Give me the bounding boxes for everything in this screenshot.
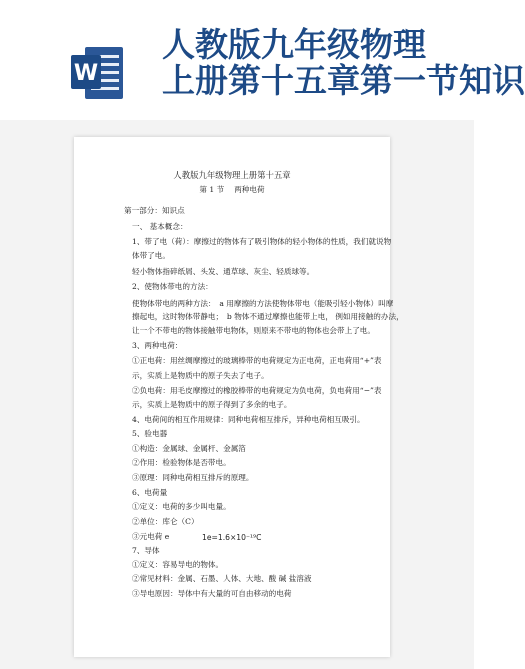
doc-line: 一、 基本概念： [132, 222, 188, 231]
doc-line: ①定义：电荷的多少叫电量。 [132, 502, 231, 511]
doc-line: 7、导体 [132, 546, 160, 555]
doc-line: 示，实质上是物质中的原子得到了多余的电子。 [132, 400, 292, 409]
doc-line: 1、带了电（荷）：摩擦过的物体有了吸引物体的轻小物体的性质，我们就说物 [132, 237, 392, 246]
doc-line: ①构造：金属球、金属杆、金属箔 [132, 444, 246, 453]
doc-line: 6、电荷量 [132, 488, 168, 497]
banner-title-line1: 人教版九年级物理 [162, 25, 426, 64]
doc-subtitle: 第 1 节 两种电荷 [199, 185, 265, 194]
doc-line: 2、使物体带电的方法： [132, 282, 213, 291]
elementary-charge-formula: 1e=1.6×10⁻¹⁹C [202, 533, 262, 542]
doc-line: 4、电荷间的相互作用规律：同种电荷相互排斥，异种电荷相互吸引。 [132, 415, 365, 424]
svg-text:W: W [73, 61, 99, 86]
doc-line: ③元电荷 e [132, 532, 170, 541]
doc-line: 使物体带电的两种方法： a 用摩擦的方法使物体带电（能吸引轻小物体）叫摩 [132, 299, 394, 308]
doc-line: ②单位：库仑（C） [132, 517, 199, 526]
word-document-icon [69, 43, 125, 103]
doc-line: ①正电荷：用丝绸摩擦过的玻璃棒带的电荷规定为正电荷，正电荷用“+”表 [132, 356, 382, 365]
doc-line: 轻小物体指碎纸屑、头发、通草球、灰尘、轻质球等。 [132, 267, 315, 276]
doc-line: 擦起电，这时物体带静电； b 物体不通过摩擦也能带上电， 例如用接触的办法， [132, 312, 404, 321]
doc-line: 第一部分：知识点 [124, 206, 185, 215]
doc-line: ②负电荷：用毛皮摩擦过的橡胶棒带的电荷规定为负电荷，负电荷用“−”表 [132, 386, 382, 395]
doc-line: ②常见材料：金属、石墨、人体、大地、酸 碱 盐溶液 [132, 574, 312, 583]
banner-title-line2: 上册第十五章第一节知识 [162, 61, 525, 100]
document-page [74, 137, 404, 657]
doc-line: 体带了电。 [132, 251, 170, 260]
doc-title: 人教版九年级物理上册第十五章 [173, 170, 291, 180]
doc-line: 5、验电器 [132, 429, 168, 438]
doc-line: ③原理：同种电荷相互排斥的原理。 [132, 473, 254, 482]
doc-line: ①定义：容易导电的物体。 [132, 560, 224, 569]
header-banner [0, 0, 525, 120]
doc-line: 让一个不带电的物体接触带电物体，则原来不带电的物体也会带上了电。 [132, 326, 375, 335]
doc-line: ②作用：检验物体是否带电。 [132, 458, 231, 467]
doc-line: 示，实质上是物质中的原子失去了电子。 [132, 371, 269, 380]
doc-line: ③导电原因：导体中有大量的可自由移动的电荷 [132, 589, 292, 598]
doc-line: 3、两种电荷： [132, 341, 183, 350]
